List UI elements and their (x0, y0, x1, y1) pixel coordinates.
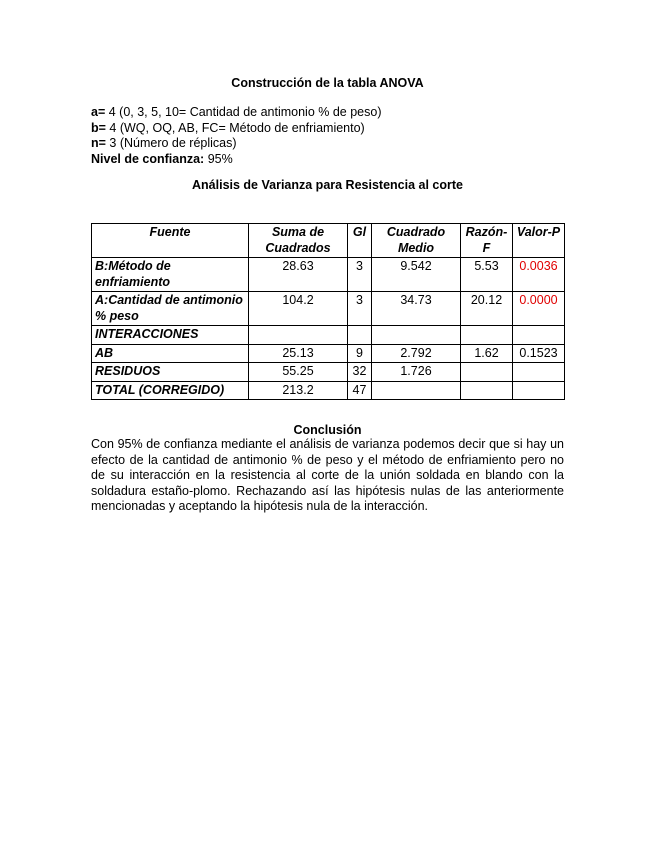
cell-gl (348, 326, 372, 345)
table-row (92, 258, 565, 292)
cell-valor: 0.0000 (513, 292, 565, 326)
table-header-row (92, 224, 565, 258)
conclusion-text: Con 95% de confianza mediante el análisis de varianza podemos decir que si hay un efecto de la cantidad de antimonio % de peso y el método de enfriamiento pero no de su interacción en la resistencia al corte de la unión soldada en blando con la soldadura estaño-plomo. Rechazando así las hipótesis nulas de las anteriormente mencionadas y aceptando la hipótesis nula de la interacción. (91, 437, 564, 513)
cell-suma: 28.63 (249, 258, 348, 292)
table-row (92, 381, 565, 400)
cell-valor (513, 326, 565, 345)
cell-valor: 0.1523 (513, 344, 565, 363)
cell-suma: 55.25 (249, 363, 348, 382)
cell-valor: 0.0036 (513, 258, 565, 292)
cell-razon: 1.62 (461, 344, 513, 363)
table-row (92, 292, 565, 326)
cell-razon: 20.12 (461, 292, 513, 326)
cell-razon (461, 381, 513, 400)
anova-table (91, 223, 565, 400)
header-cuadrado: Cuadrado Medio (372, 224, 461, 258)
cell-fuente: B:Método de enfriamiento (92, 258, 249, 292)
cell-suma (249, 326, 348, 345)
header-fuente: Fuente (92, 224, 249, 258)
conclusion-title: Conclusión (293, 423, 362, 437)
table-row (92, 344, 565, 363)
param-confidence: Nivel de confianza: 95% (91, 151, 233, 166)
cell-gl: 3 (348, 292, 372, 326)
cell-cuadrado (372, 326, 461, 345)
param-n: n= 3 (Número de réplicas) (91, 136, 237, 150)
header-valor: Valor-P (513, 224, 565, 258)
cell-suma: 104.2 (249, 292, 348, 326)
param-a: a= 4 (0, 3, 5, 10= Cantidad de antimonio % de peso) (91, 105, 382, 119)
cell-cuadrado: 2.792 (372, 344, 461, 363)
cell-fuente: RESIDUOS (92, 363, 249, 382)
cell-razon (461, 326, 513, 345)
page-title: Construcción de la tabla ANOVA (231, 76, 424, 90)
cell-fuente: INTERACCIONES (92, 326, 249, 345)
table-row (92, 363, 565, 382)
table-title: Análisis de Varianza para Resistencia al corte (192, 178, 463, 192)
cell-fuente: AB (92, 344, 249, 363)
header-gl: Gl (348, 224, 372, 258)
cell-valor (513, 363, 565, 382)
cell-gl: 32 (348, 363, 372, 382)
cell-fuente: A:Cantidad de antimonio % peso (92, 292, 249, 326)
cell-fuente: TOTAL (CORREGIDO) (92, 381, 249, 400)
cell-suma: 213.2 (249, 381, 348, 400)
cell-razon (461, 363, 513, 382)
cell-valor (513, 381, 565, 400)
cell-gl: 3 (348, 258, 372, 292)
cell-razon: 5.53 (461, 258, 513, 292)
cell-cuadrado: 9.542 (372, 258, 461, 292)
cell-gl: 9 (348, 344, 372, 363)
parameters-block (91, 105, 382, 167)
cell-cuadrado (372, 381, 461, 400)
header-suma: Suma de Cuadrados (249, 224, 348, 258)
table-row (92, 326, 565, 345)
cell-cuadrado: 1.726 (372, 363, 461, 382)
cell-gl: 47 (348, 381, 372, 400)
header-razon: Razón-F (461, 224, 513, 258)
param-b: b= 4 (WQ, OQ, AB, FC= Método de enfriamiento) (91, 120, 365, 135)
cell-cuadrado: 34.73 (372, 292, 461, 326)
cell-suma: 25.13 (249, 344, 348, 363)
